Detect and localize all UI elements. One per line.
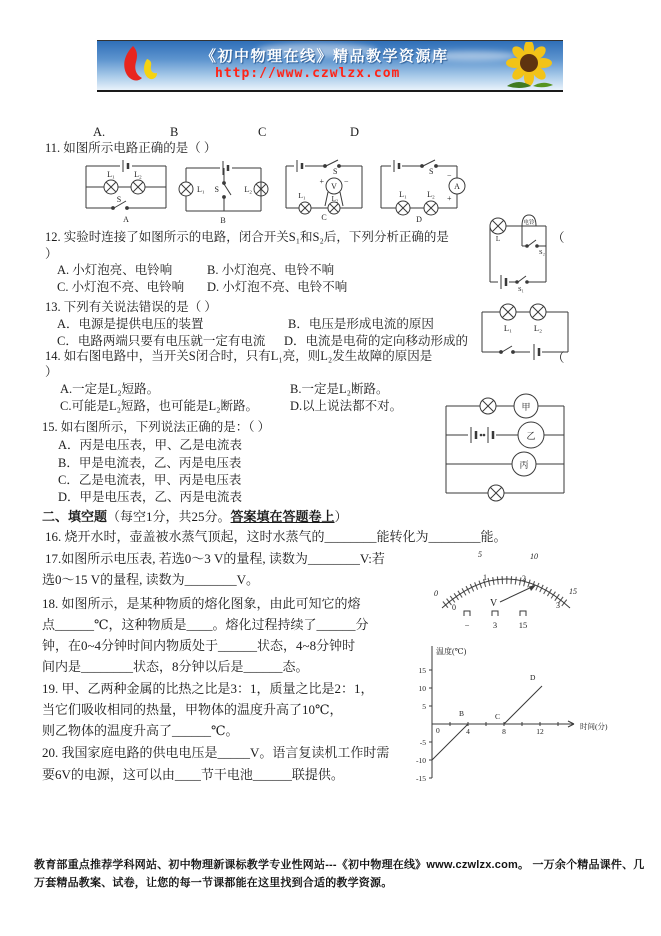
lamp2-label: L₂ (244, 185, 252, 194)
xtick-8: 8 (502, 727, 506, 736)
meter-yi-label: 乙 (526, 431, 536, 441)
q15-option-d: D．甲是电压表，乙、丙是电流表 (58, 490, 243, 504)
q17-line2: 选0～15 V的量程, 读数为________V。 (42, 572, 260, 587)
banner-title: 《初中物理在线》精品教学资源库 (201, 49, 449, 65)
q15-figure (436, 390, 574, 502)
switch1-label: S₁ (518, 286, 524, 293)
meter-jia-label: 甲 (521, 402, 531, 412)
switch-label: S (429, 167, 434, 176)
q14-option-d: D.以上说法都不对。 (290, 399, 403, 413)
q15-text: 15. 如右图所示，下列说法正确的是：（ ） (42, 420, 271, 434)
point-d-label: D (530, 673, 536, 682)
lamp1-label: L₁ (197, 185, 205, 194)
lamp1-label: L₁ (107, 170, 115, 179)
lamp-icon (104, 180, 118, 194)
lamp-icon (131, 180, 145, 194)
q14-paren-close: ） (45, 365, 58, 379)
battery-icon (534, 344, 539, 360)
battery-icon (297, 160, 302, 172)
q19-line3: 则乙物体的温度升高了______℃。 (42, 723, 239, 738)
switch-label: S (116, 195, 122, 204)
q19-line2: 当它们吸收相同的热量，甲物体的温度升高了10℃， (42, 702, 343, 717)
q19-line1: 19. 甲、乙两种金属的比热之比是3：1，质量之比是2：1， (42, 681, 374, 696)
lamp2-label: L₂ (134, 170, 142, 179)
lamp-icon (299, 202, 311, 214)
q12-paren-close: ） (45, 247, 58, 261)
q13-text: 13. 下列有关说法错误的是（ ） (45, 300, 217, 314)
lamp-icon (490, 218, 506, 234)
voltmeter-unit-label: V (490, 598, 498, 609)
switch2-label: S₂ (539, 249, 545, 256)
lamp-icon (179, 182, 193, 196)
lamp-icon (500, 304, 516, 320)
outer-tick-10: 10 (530, 552, 538, 561)
lamp1-label: L₁ (399, 190, 407, 199)
q12-option-a: A. 小灯泡亮、电铃响 (57, 263, 173, 277)
q11-text: 11. 如图所示电路正确的是（ ） (45, 141, 217, 155)
point-c-label: C (495, 712, 501, 721)
q14-option-a: A.一定是L₂短路。 (60, 382, 160, 396)
needle (500, 585, 536, 602)
q18-line2: 点______℃，这种物质是____。熔化过程持续了______分 (42, 617, 369, 632)
q13-option-a: A．电源是提供电压的装置 (57, 317, 204, 331)
q15-option-b: B．甲是电流表，乙、丙是电压表 (58, 456, 242, 470)
plus-sign: + (447, 194, 452, 203)
section2-header (42, 509, 348, 525)
prev-option-a: A. (93, 125, 106, 139)
inner-tick-3: 3 (556, 601, 560, 610)
section2-score-note: （每空1分，共25分。 (107, 509, 231, 524)
lamp2-label: L₂ (331, 195, 339, 203)
sunflower-icon (499, 42, 559, 89)
lamp2-label: L₂ (533, 323, 543, 333)
dial-ticks (445, 580, 567, 605)
switch-icon (324, 160, 341, 167)
graph-xlabel: 时间(分) (580, 722, 608, 731)
prev-option-b: B (170, 125, 179, 139)
outer-tick-0: 0 (434, 589, 438, 598)
circuit-c-caption: C (321, 213, 327, 222)
terminal-3-label: 3 (492, 620, 498, 630)
q16-text: 16. 烧开水时，壶盖被水蒸气顶起，这时水蒸气的________能转化为________能。 (45, 529, 507, 544)
minus-sign: − (344, 177, 349, 186)
battery-icon (471, 427, 493, 443)
site-logo-icon (117, 45, 165, 87)
q15-option-a: A．丙是电压表，甲、乙是电流表 (58, 438, 243, 452)
q14-option-b: B.一定是L₂断路。 (290, 382, 389, 396)
lamp-icon (488, 485, 504, 501)
inner-tick-2: 2 (522, 574, 526, 583)
section2-title: 二、填空题 (42, 509, 108, 524)
graph-ylabel: 温度(℃) (436, 647, 467, 656)
origin-label: 0 (436, 726, 440, 735)
melting-curve (432, 686, 542, 760)
prev-option-d: D (350, 125, 360, 139)
q12-figure (482, 212, 554, 294)
xtick-12: 12 (536, 727, 544, 736)
q13-option-d: D．电流是电荷的定向移动形成的 (284, 334, 469, 348)
ytick-m15: -15 (416, 774, 426, 783)
battery-icon (501, 275, 506, 289)
terminal-15-label: 15 (518, 620, 528, 630)
bell-label: 电铃 (523, 220, 535, 226)
circuit-b-caption: B (220, 216, 226, 225)
switch-label: S (214, 185, 219, 194)
lamp2-label: L₂ (427, 190, 435, 199)
switch-icon (516, 276, 529, 283)
minus-sign: − (447, 171, 452, 180)
q14-option-c: C.可能是L₂短路，也可能是L₂断路。 (60, 399, 258, 413)
q11-circuit-b (176, 156, 271, 226)
plus-sign: + (319, 177, 324, 186)
q12-line1: 12. 实验时连接了如图所示的电路，闭合开关S₁和S₂后，下列分析正确的是 (45, 230, 449, 244)
ytick-15: 15 (418, 666, 426, 675)
q18-line4: 间内是________状态，8分钟以后是______态。 (42, 659, 309, 674)
q12-option-c: C. 小灯泡不亮、电铃响 (57, 280, 185, 294)
banner-url: http://www.czwlzx.com (215, 66, 401, 81)
meter-bing-label: 丙 (519, 460, 529, 470)
q11-circuit-a (76, 156, 176, 226)
voltmeter-label: V (331, 182, 337, 191)
q11-circuit-c (278, 156, 370, 226)
circuit-d-caption: D (416, 215, 422, 224)
lamp-icon (396, 201, 410, 215)
lamp-icon (328, 202, 340, 214)
q14-line1: 14. 如右图电路中，当开关S闭合时，只有L₁亮，则L₂发生故障的原因是 (45, 349, 433, 363)
circuit-a-caption: A (123, 215, 129, 224)
outer-tick-15: 15 (569, 587, 577, 596)
outer-tick-5: 5 (478, 550, 482, 559)
site-banner (97, 40, 563, 92)
point-b-label: B (459, 709, 465, 718)
q12-paren-open: （ (552, 231, 565, 245)
q13-option-b: B．电压是形成电流的原因 (288, 317, 434, 331)
section2-close-paren: ） (334, 509, 348, 524)
section2-answer-note: 答案填在答题卷上 (230, 509, 335, 524)
lamp-icon (424, 201, 438, 215)
battery-icon (394, 160, 399, 172)
lamp1-label: L₁ (298, 191, 306, 200)
xtick-4: 4 (466, 727, 470, 736)
q18-line3: 钟，在0~4分钟时间内物质处于______状态，4~8分钟时 (42, 638, 356, 653)
melting-graph-figure (396, 618, 618, 786)
q15-option-c: C．乙是电流表，甲、丙是电压表 (58, 473, 242, 487)
inner-tick-0: 0 (452, 603, 456, 612)
ytick-5: 5 (422, 702, 426, 711)
q12-option-d: D. 小灯泡不亮、电铃不响 (207, 280, 348, 294)
q11-circuit-d (371, 156, 467, 226)
lamp-icon (480, 398, 496, 414)
terminal-icons (464, 611, 526, 616)
battery-icon (123, 160, 128, 172)
inner-tick-1: 1 (483, 573, 487, 582)
ytick-m10: -10 (416, 756, 426, 765)
q13-option-c: C．电路两端只要有电压就一定有电流 (57, 334, 266, 348)
q17-line1: 17.如图所示电压表, 若选0～3 V的量程, 读数为________V:若 (45, 551, 385, 566)
switch-icon (500, 346, 515, 353)
ammeter-label: A (454, 182, 460, 191)
lamp1-label: L₁ (503, 323, 513, 333)
switch-label: S (333, 167, 338, 176)
switch-icon (223, 182, 231, 199)
q12-option-b: B. 小灯泡亮、电铃不响 (207, 263, 335, 277)
q18-line1: 18. 如图所示，是某种物质的熔化图象，由此可知它的熔 (42, 596, 361, 611)
switch-icon (526, 240, 539, 247)
prev-option-c: C (258, 125, 267, 139)
ytick-10: 10 (418, 684, 426, 693)
q20-line1: 20. 我国家庭电路的供电电压是_____V。语言复读机工作时需 (42, 745, 390, 760)
q14-paren-open: （ (552, 351, 565, 365)
terminal-minus-label: − (464, 620, 470, 630)
lamp-label: L (495, 235, 501, 243)
footer-text: 教育部重点推荐学科网站、初中物理新课标教学专业性网站---《初中物理在线》www.czwlzx.com。 一万余个精品课件、几万套精品教案、试卷，让您的每一节课都能在这里找到合适的教学资源。 (34, 859, 645, 889)
q20-line2: 要6V的电源，这可以由____节干电池______联提供。 (42, 767, 344, 782)
lamp-icon (530, 304, 546, 320)
ytick-m5: -5 (419, 738, 426, 747)
